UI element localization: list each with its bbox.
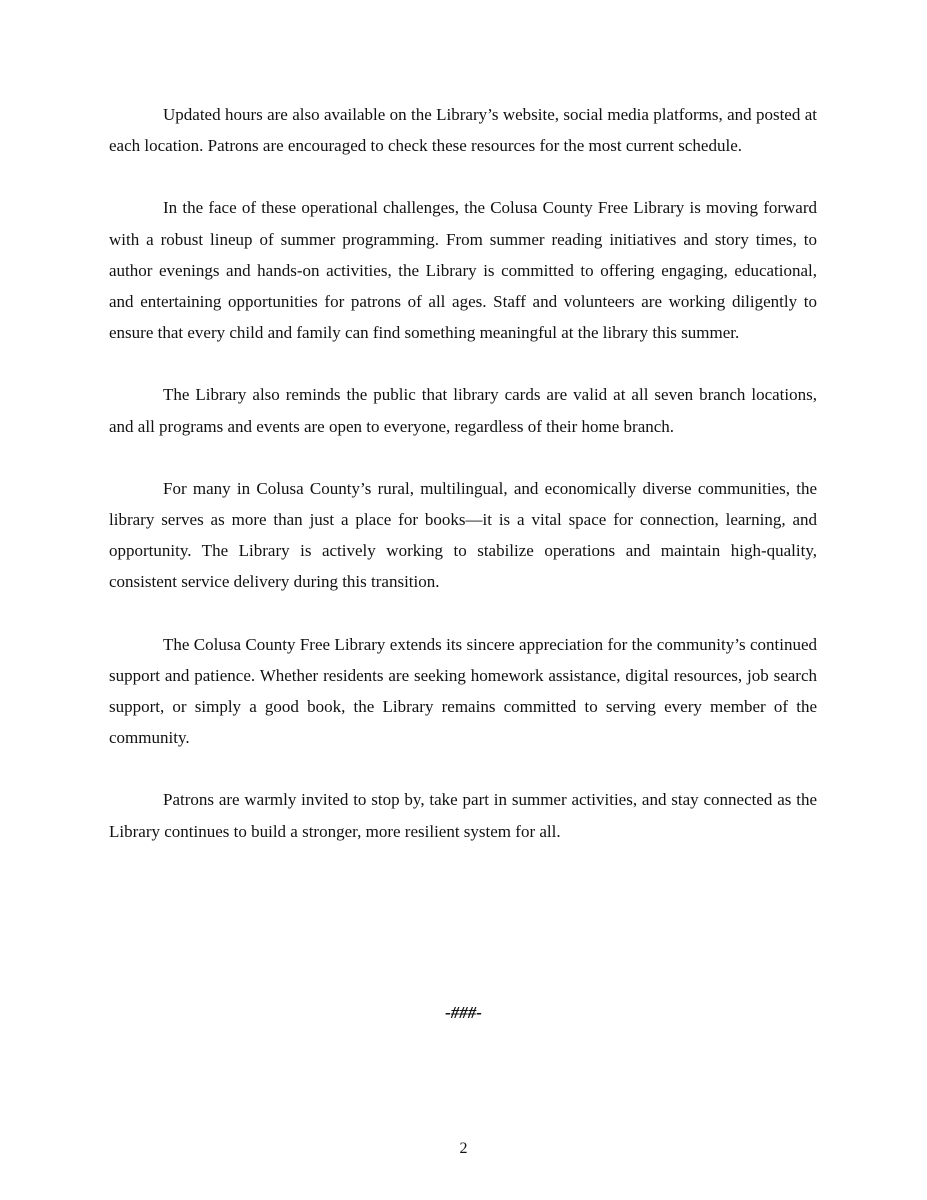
paragraph-appreciation: The Colusa County Free Library extends its sincere appreciation for the community’s continued support and patience. Whether residents are seeking homework assistance, digital resources, job search support, or simply a good book, the Library remains committed to serving every member of the community. [109,634,817,748]
press-release-body [109,99,817,878]
paragraph-summer-programming: In the face of these operational challenges, the Colusa County Free Library is moving forward with a robust lineup of summer programming. From summer reading initiatives and story times, to author evenings and hands-on activities, the Library is committed to offering engaging, educational, and entertaining opportunities for patrons of all ages. Staff and volunteers are working diligently to ensure that every child and family can find something meaningful at the library this summer. [109,198,817,343]
page-number: 2 [459,1140,468,1157]
end-of-release-mark: -###- [445,1003,482,1022]
paragraph-updated-hours: Updated hours are also available on the Library’s website, social media platforms, and posted at each location. Patrons are encouraged to check these resources for the most current schedule. [109,105,817,156]
paragraph-community-role: For many in Colusa County’s rural, multilingual, and economically diverse communities, the library serves as more than just a place for books—it is a vital space for connection, learning, and opportunity. The Library is actively working to stabilize operations and maintain high-quality, consistent service delivery during this transition. [109,478,817,592]
paragraph-invitation: Patrons are warmly invited to stop by, take part in summer activities, and stay connected as the Library continues to build a stronger, more resilient system for all. [109,790,817,841]
paragraph-library-cards: The Library also reminds the public that library cards are valid at all seven branch locations, and all programs and events are open to everyone, regardless of their home branch. [109,385,817,436]
